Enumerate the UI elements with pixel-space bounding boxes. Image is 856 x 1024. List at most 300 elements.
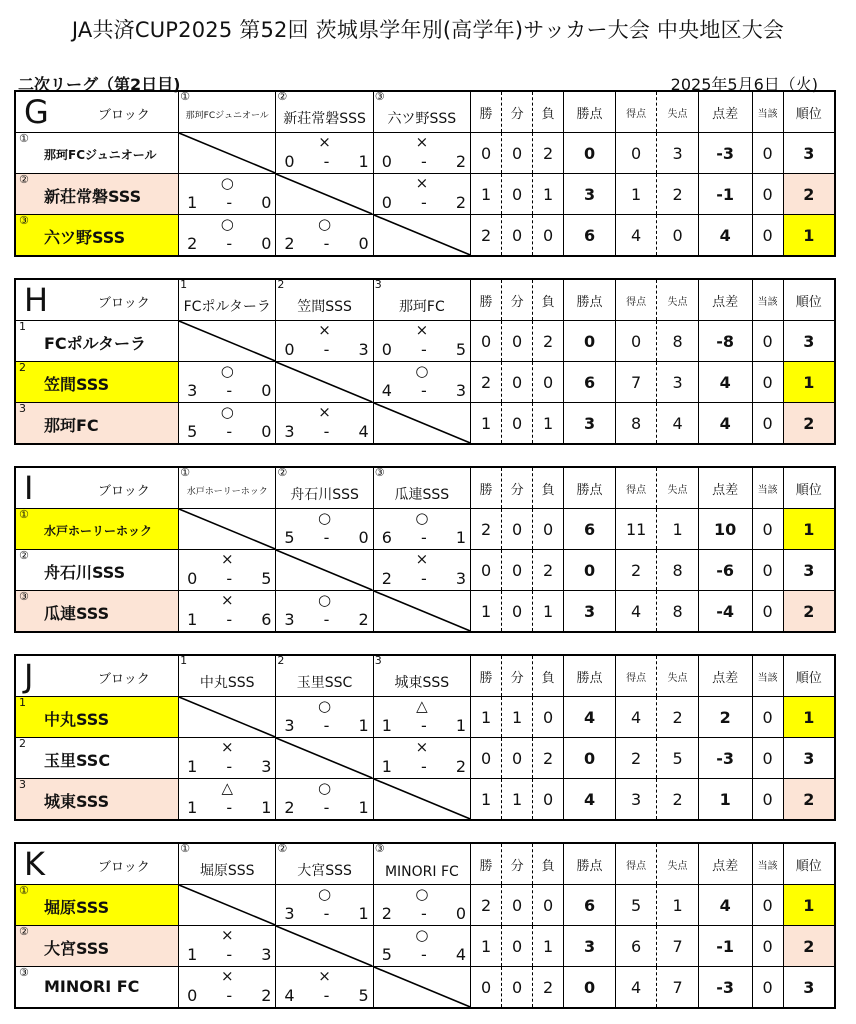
points: 3 [564, 174, 616, 215]
losses: 0 [533, 697, 564, 738]
score-own: 1 [187, 945, 198, 964]
score-own: 1 [381, 757, 392, 776]
match-result [276, 215, 373, 257]
team-name-cell [15, 550, 179, 591]
opponent-header [373, 655, 470, 697]
opponent-number: ① [180, 467, 190, 479]
wins: 0 [471, 133, 502, 174]
goals-against: 8 [657, 321, 698, 362]
team-name-cell [15, 779, 179, 821]
match-score [187, 798, 271, 818]
score-opponent: 0 [455, 904, 467, 923]
match-result [179, 738, 276, 779]
opponent-number: 3 [374, 279, 382, 291]
goals-against: 1 [657, 885, 698, 926]
goal-difference: -8 [698, 321, 752, 362]
team-row [15, 738, 835, 779]
group-table-g [14, 90, 836, 257]
team-name-cell [15, 321, 179, 362]
result-mark: × [415, 133, 429, 151]
block-label: ブロック [98, 860, 150, 875]
score-opponent: 1 [358, 152, 369, 171]
score-dash: - [420, 381, 427, 400]
score-dash: - [323, 610, 330, 629]
score-own: 4 [284, 986, 295, 1005]
head-to-head: 0 [752, 509, 783, 550]
goal-diff-header: 点差 [698, 279, 752, 321]
win-header: 勝 [471, 655, 502, 697]
match-result [373, 174, 470, 215]
team-number: 1 [19, 696, 26, 709]
self-match-diagonal [276, 550, 372, 590]
score-opponent: 1 [358, 798, 369, 817]
loss-header: 負 [533, 279, 564, 321]
opponent-header [276, 91, 373, 133]
self-match-cell [179, 697, 276, 738]
opponent-number: 1 [180, 279, 188, 291]
match-result [179, 550, 276, 591]
result-mark: ○ [415, 885, 429, 903]
match-score [187, 610, 271, 630]
team-row [15, 926, 835, 967]
opponent-number: ① [180, 91, 190, 103]
team-name: 那珂FC [44, 416, 99, 435]
goals-for: 4 [615, 697, 656, 738]
result-mark: × [415, 738, 429, 756]
draws: 1 [502, 697, 533, 738]
team-number: ③ [19, 214, 29, 227]
match-score [284, 798, 368, 818]
block-label: ブロック [98, 672, 150, 687]
group-letter: G [24, 93, 49, 131]
points: 6 [564, 362, 616, 403]
team-row [15, 697, 835, 738]
opponent-number: ③ [374, 91, 385, 103]
team-number: 3 [19, 778, 26, 791]
result-mark: ○ [220, 362, 234, 380]
points: 6 [564, 215, 616, 257]
score-opponent: 0 [261, 422, 272, 441]
opponent-header [276, 843, 373, 885]
group-letter: J [24, 657, 34, 695]
match-result [179, 215, 276, 257]
self-match-cell [276, 926, 373, 967]
points-header: 勝点 [564, 843, 616, 885]
head-to-head: 0 [752, 697, 783, 738]
points: 0 [564, 321, 616, 362]
block-label: ブロック [98, 484, 150, 499]
group-header-row [15, 467, 835, 509]
match-score [187, 234, 271, 254]
draws: 0 [502, 926, 533, 967]
opponent-name: 舟石川SSS [290, 487, 359, 503]
score-dash: - [226, 945, 233, 964]
rank: 3 [783, 321, 835, 362]
rank: 2 [783, 926, 835, 967]
losses: 2 [533, 967, 564, 1009]
rank: 1 [783, 697, 835, 738]
self-match-diagonal [374, 779, 470, 819]
losses: 1 [533, 403, 564, 445]
score-opponent: 0 [261, 381, 272, 400]
team-name: 玉里SSC [44, 751, 111, 770]
group-table-k [14, 842, 836, 1009]
team-name: 瓜連SSS [44, 604, 110, 623]
wins: 1 [471, 926, 502, 967]
goals-against: 7 [657, 926, 698, 967]
self-match-diagonal [276, 174, 372, 214]
goals-for: 0 [615, 321, 656, 362]
score-own: 1 [187, 610, 198, 629]
win-header: 勝 [471, 843, 502, 885]
score-own: 2 [381, 569, 392, 588]
loss-header: 負 [533, 655, 564, 697]
score-opponent: 1 [358, 904, 369, 923]
group-title-cell [15, 279, 179, 321]
opponent-header [373, 279, 470, 321]
self-match-cell [179, 509, 276, 550]
match-result [276, 321, 373, 362]
goal-difference: 4 [698, 362, 752, 403]
self-match-cell [179, 885, 276, 926]
match-score [284, 528, 368, 548]
team-name: FCポルターラ [44, 334, 147, 353]
self-match-cell [276, 362, 373, 403]
wins: 2 [471, 885, 502, 926]
team-number: ① [19, 508, 29, 521]
team-name-cell [15, 215, 179, 257]
losses: 2 [533, 321, 564, 362]
rank-header: 順位 [783, 279, 835, 321]
self-match-cell [373, 967, 470, 1009]
score-own: 3 [284, 716, 295, 735]
score-opponent: 1 [455, 528, 467, 547]
score-dash: - [420, 193, 427, 212]
self-match-diagonal [374, 591, 470, 631]
self-match-cell [373, 403, 470, 445]
rank: 3 [783, 133, 835, 174]
group-letter: I [24, 469, 34, 507]
score-dash: - [226, 193, 233, 212]
score-dash: - [226, 986, 233, 1005]
team-name: 新荘常磐SSS [44, 187, 142, 206]
opponent-name: 瓜連SSS [394, 487, 450, 503]
opponent-header [373, 467, 470, 509]
losses: 1 [533, 591, 564, 633]
score-own: 0 [187, 986, 198, 1005]
score-own: 1 [187, 193, 198, 212]
score-own: 1 [187, 798, 198, 817]
opponent-name: 六ツ野SSS [387, 111, 457, 127]
score-own: 4 [381, 381, 392, 400]
result-mark: ○ [220, 174, 234, 192]
goals-for: 4 [615, 967, 656, 1009]
group-title-cell [15, 655, 179, 697]
team-name: 笠間SSS [44, 375, 110, 394]
team-row [15, 885, 835, 926]
match-result [179, 926, 276, 967]
match-result [373, 321, 470, 362]
goals-for: 11 [615, 509, 656, 550]
score-opponent: 5 [358, 986, 369, 1005]
match-score [284, 716, 368, 736]
result-mark: ○ [318, 779, 332, 797]
match-score [284, 234, 368, 254]
goals-for-header: 得点 [615, 655, 656, 697]
score-own: 2 [187, 234, 198, 253]
points: 0 [564, 967, 616, 1009]
team-name: 大宮SSS [44, 939, 110, 958]
score-own: 2 [284, 798, 295, 817]
match-result [276, 697, 373, 738]
self-match-diagonal [179, 509, 275, 549]
head-to-head-header: 当該 [752, 279, 783, 321]
result-mark: ○ [415, 926, 429, 944]
opponent-number: 2 [277, 655, 285, 667]
goals-for: 0 [615, 133, 656, 174]
match-score [382, 193, 466, 213]
opponent-number: ② [277, 91, 288, 103]
goals-for-header: 得点 [615, 279, 656, 321]
draws: 0 [502, 362, 533, 403]
score-dash: - [323, 986, 330, 1005]
team-name-cell [15, 362, 179, 403]
points: 3 [564, 926, 616, 967]
goal-difference: -4 [698, 591, 752, 633]
rank: 1 [783, 885, 835, 926]
result-mark: × [318, 321, 331, 339]
goals-against-header: 失点 [657, 279, 698, 321]
score-own: 0 [381, 340, 392, 359]
rank: 3 [783, 738, 835, 779]
goals-for-header: 得点 [615, 467, 656, 509]
points-header: 勝点 [564, 279, 616, 321]
score-opponent: 3 [455, 381, 467, 400]
draws: 1 [502, 779, 533, 821]
block-label: ブロック [98, 296, 150, 311]
team-name-cell [15, 926, 179, 967]
score-dash: - [323, 234, 330, 253]
rank-header: 順位 [783, 655, 835, 697]
team-row [15, 403, 835, 445]
match-result [179, 779, 276, 821]
head-to-head: 0 [752, 926, 783, 967]
losses: 0 [533, 215, 564, 257]
self-match-cell [373, 779, 470, 821]
goal-difference: 1 [698, 779, 752, 821]
losses: 2 [533, 133, 564, 174]
match-result [373, 697, 470, 738]
goals-against: 4 [657, 403, 698, 445]
score-opponent: 0 [358, 528, 369, 547]
head-to-head: 0 [752, 403, 783, 445]
points: 0 [564, 133, 616, 174]
result-mark: × [220, 591, 234, 609]
result-mark: × [220, 550, 234, 568]
self-match-cell [276, 174, 373, 215]
team-row [15, 362, 835, 403]
wins: 1 [471, 591, 502, 633]
goals-against-header: 失点 [657, 843, 698, 885]
match-result [179, 591, 276, 633]
result-mark: ○ [415, 509, 429, 527]
match-score [284, 610, 368, 630]
score-dash: - [420, 757, 427, 776]
rank-header: 順位 [783, 467, 835, 509]
result-mark: ○ [318, 885, 332, 903]
points-header: 勝点 [564, 467, 616, 509]
match-score [382, 945, 466, 965]
wins: 1 [471, 779, 502, 821]
wins: 1 [471, 403, 502, 445]
points-header: 勝点 [564, 655, 616, 697]
opponent-number: ① [180, 843, 190, 855]
score-opponent: 2 [261, 986, 272, 1005]
self-match-cell [276, 550, 373, 591]
score-opponent: 1 [261, 798, 272, 817]
opponent-header [179, 91, 276, 133]
match-score [382, 569, 466, 589]
result-mark: × [415, 550, 429, 568]
group-title-cell [15, 467, 179, 509]
draws: 0 [502, 591, 533, 633]
opponent-header [276, 655, 373, 697]
goal-difference: 4 [698, 215, 752, 257]
goals-for: 3 [615, 779, 656, 821]
draws: 0 [502, 967, 533, 1009]
opponent-number: 3 [374, 655, 382, 667]
team-row [15, 321, 835, 362]
score-opponent: 3 [261, 945, 272, 964]
rank: 2 [783, 591, 835, 633]
score-dash: - [323, 798, 330, 817]
match-score [284, 152, 368, 172]
win-header: 勝 [471, 467, 502, 509]
group-header-row [15, 91, 835, 133]
match-score [382, 152, 466, 172]
rank: 3 [783, 550, 835, 591]
goal-difference: -3 [698, 738, 752, 779]
block-label: ブロック [98, 108, 150, 123]
goals-against: 3 [657, 133, 698, 174]
match-score [382, 716, 466, 736]
opponent-name: 那珂FC [398, 299, 445, 315]
match-result [179, 403, 276, 445]
rank-header: 順位 [783, 91, 835, 133]
opponent-name: 玉里SSC [296, 675, 353, 691]
score-own: 5 [187, 422, 198, 441]
match-score [187, 422, 271, 442]
opponent-name: FCポルターラ [183, 299, 271, 315]
match-score [187, 945, 271, 965]
team-number: ② [19, 925, 29, 938]
match-result [276, 509, 373, 550]
result-mark: △ [416, 697, 428, 715]
score-own: 1 [187, 757, 198, 776]
team-name-cell [15, 174, 179, 215]
team-name: 水戸ホーリーホック [44, 524, 153, 538]
match-score [284, 340, 368, 360]
opponent-header [373, 91, 470, 133]
page-title: JA共済CUP2025 第52回 茨城県学年別(高学年)サッカー大会 中央地区大会 [71, 18, 785, 42]
team-name-cell [15, 509, 179, 550]
opponent-name: 新荘常磐SSS [283, 111, 366, 127]
stage-label: 二次リーグ（第2日目) [18, 75, 181, 94]
team-row [15, 133, 835, 174]
match-score [284, 904, 368, 924]
match-result [373, 738, 470, 779]
self-match-cell [373, 591, 470, 633]
team-name: 舟石川SSS [44, 563, 126, 582]
self-match-diagonal [276, 362, 372, 402]
score-dash: - [420, 340, 427, 359]
draw-header: 分 [502, 91, 533, 133]
match-result [276, 779, 373, 821]
goals-against-header: 失点 [657, 467, 698, 509]
goal-difference: -1 [698, 174, 752, 215]
head-to-head: 0 [752, 362, 783, 403]
head-to-head: 0 [752, 885, 783, 926]
score-opponent: 4 [358, 422, 369, 441]
score-opponent: 6 [261, 610, 272, 629]
result-mark: ○ [415, 362, 429, 380]
score-dash: - [420, 528, 427, 547]
losses: 2 [533, 738, 564, 779]
score-opponent: 0 [261, 234, 272, 253]
opponent-name: 水戸ホーリーホック [186, 487, 268, 497]
team-row [15, 550, 835, 591]
score-opponent: 2 [455, 193, 467, 212]
draw-header: 分 [502, 655, 533, 697]
opponent-header [276, 279, 373, 321]
goal-difference: 4 [698, 885, 752, 926]
match-score [284, 422, 368, 442]
losses: 0 [533, 779, 564, 821]
opponent-name: 堀原SSS [199, 863, 255, 879]
draws: 0 [502, 885, 533, 926]
goal-difference: 4 [698, 403, 752, 445]
score-dash: - [420, 152, 427, 171]
goals-for-header: 得点 [615, 91, 656, 133]
losses: 1 [533, 926, 564, 967]
rank-header: 順位 [783, 843, 835, 885]
score-dash: - [323, 422, 330, 441]
match-result [373, 133, 470, 174]
result-mark: △ [221, 779, 233, 797]
match-score [284, 986, 368, 1006]
team-row [15, 215, 835, 257]
opponent-name: 城東SSS [394, 675, 450, 691]
opponent-number: 2 [277, 279, 285, 291]
head-to-head: 0 [752, 133, 783, 174]
goals-for: 4 [615, 591, 656, 633]
goals-for: 7 [615, 362, 656, 403]
self-match-diagonal [276, 926, 372, 966]
score-own: 0 [381, 193, 392, 212]
team-name-cell [15, 697, 179, 738]
goals-against: 2 [657, 779, 698, 821]
opponent-header [179, 843, 276, 885]
rank: 1 [783, 362, 835, 403]
team-name: 那珂FCジュニオール [44, 148, 157, 162]
wins: 2 [471, 215, 502, 257]
score-own: 0 [284, 152, 295, 171]
score-dash: - [323, 152, 330, 171]
score-own: 3 [187, 381, 198, 400]
wins: 0 [471, 967, 502, 1009]
team-number: 3 [19, 402, 26, 415]
group-header-row [15, 279, 835, 321]
